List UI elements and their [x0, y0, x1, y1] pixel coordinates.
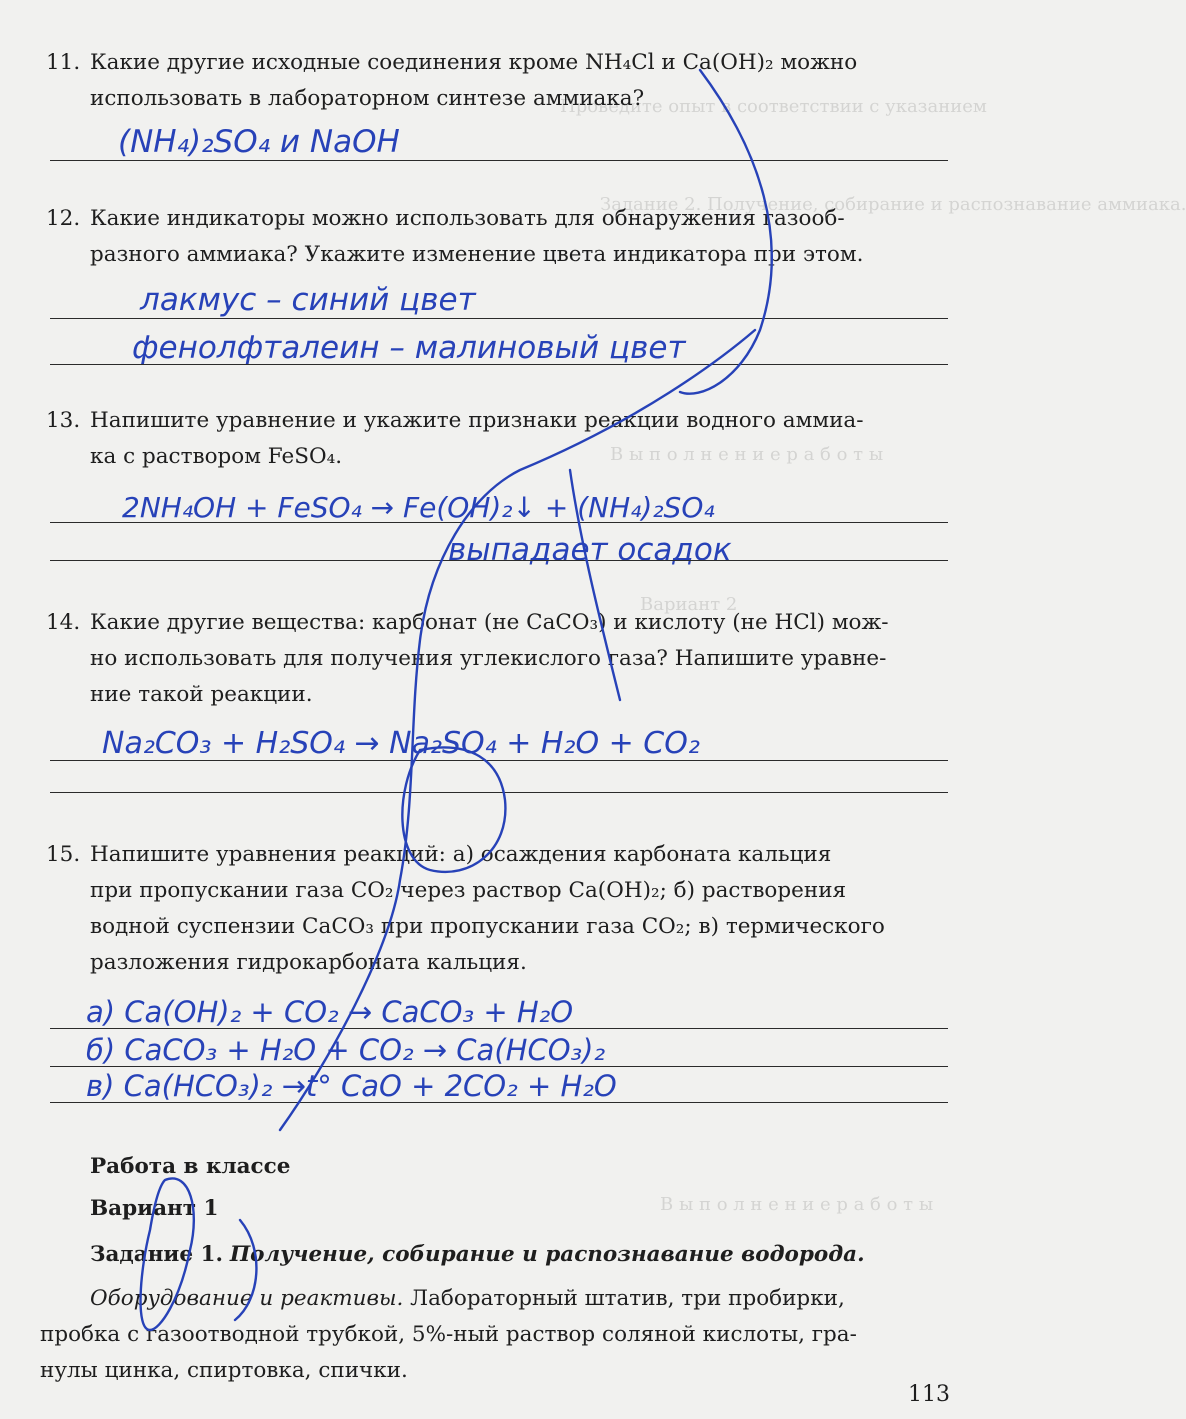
show-through-text: Вариант 2 — [640, 594, 738, 615]
question-12-line: Какие индикаторы можно использовать для обнаружения газооб- — [90, 206, 845, 231]
handwritten-answer: б) CaCO₃ + H₂O + CO₂ → Ca(HCO₃)₂ — [86, 1033, 606, 1067]
handwritten-answer: в) Ca(HCO₃)₂ →t° CaO + 2CO₂ + H₂O — [86, 1069, 617, 1103]
show-through-text: Проведите опыт в соответствии с указанием — [560, 96, 987, 117]
question-number: 11. — [46, 50, 81, 75]
handwritten-answer: лакмус – синий цвет — [140, 282, 476, 318]
question-15-line: при пропускании газа CO₂ через раствор Ca(OH)₂; б) растворения — [90, 878, 847, 903]
equipment-label: Оборудование и реактивы. — [90, 1286, 404, 1311]
question-number: 15. — [46, 842, 81, 867]
variant-heading: Вариант 1 — [90, 1196, 219, 1221]
page-number: 113 — [908, 1382, 950, 1407]
question-number: 14. — [46, 610, 81, 635]
handwritten-answer: фенолфталеин – малиновый цвет — [132, 330, 686, 366]
question-12-line: разного аммиака? Укажите изменение цвета индикатора при этом. — [90, 242, 864, 267]
question-15-line: Напишите уравнения реакций: а) осаждения карбоната кальция — [90, 842, 832, 867]
equipment-line: нулы цинка, спиртовка, спички. — [40, 1358, 408, 1383]
show-through-text: Задание 2. Получение, собирание и распознавание аммиака. — [600, 194, 1186, 215]
pen-stroke — [141, 1178, 194, 1330]
question-11-line: Какие другие исходные соединения кроме NH₄Cl и Ca(OH)₂ можно — [90, 50, 858, 75]
handwritten-answer: а) Ca(OH)₂ + CO₂ → CaCO₃ + H₂O — [86, 995, 574, 1029]
question-13-line: ка с раствором FeSO₄. — [90, 444, 343, 469]
question-14-line: но использовать для получения углекислого газа? Напишите уравне- — [90, 646, 887, 671]
equipment-line: пробка с газоотводной трубкой, 5%-ный раствор соляной кислоты, гра- — [40, 1322, 857, 1347]
question-15-line: водной суспензии CaCO₃ при пропускании газа CO₂; в) термического — [90, 914, 885, 939]
question-14-line: Какие другие вещества: карбонат (не CaCO₃) и кислоту (не HCl) мож- — [90, 610, 889, 635]
question-14-line: ние такой реакции. — [90, 682, 313, 707]
show-through-text: В ы п о л н е н и е р а б о т ы — [610, 444, 884, 465]
handwritten-answer: (NH₄)₂SO₄ и NaOH — [118, 124, 400, 160]
handwritten-answer: 2NH₄OH + FeSO₄ → Fe(OH)₂↓ + (NH₄)₂SO₄ — [122, 491, 715, 524]
pen-stroke — [235, 1220, 256, 1320]
show-through-text: В ы п о л н е н и е р а б о т ы — [660, 1194, 934, 1215]
question-13-line: Напишите уравнение и укажите признаки реакции водного аммиа- — [90, 408, 864, 433]
equipment-text: Лабораторный штатив, три пробирки, — [410, 1286, 845, 1311]
question-number: 13. — [46, 408, 81, 433]
question-15-line: разложения гидрокарбоната кальция. — [90, 950, 527, 975]
pen-stroke — [680, 70, 772, 394]
pen-stroke — [570, 470, 620, 700]
task-label: Задание 1. — [90, 1242, 223, 1267]
question-number: 12. — [46, 206, 81, 231]
section-heading: Работа в классе — [90, 1154, 291, 1179]
question-11-line: использовать в лабораторном синтезе аммиака? — [90, 86, 645, 111]
pen-stroke — [402, 747, 505, 871]
pen-stroke — [280, 330, 755, 1130]
handwritten-answer: Na₂CO₃ + H₂SO₄ → Na₂SO₄ + H₂O + CO₂ — [102, 726, 700, 761]
handwritten-answer: выпадает осадок — [448, 532, 732, 568]
task-title: Получение, собирание и распознавание водорода. — [229, 1242, 865, 1267]
